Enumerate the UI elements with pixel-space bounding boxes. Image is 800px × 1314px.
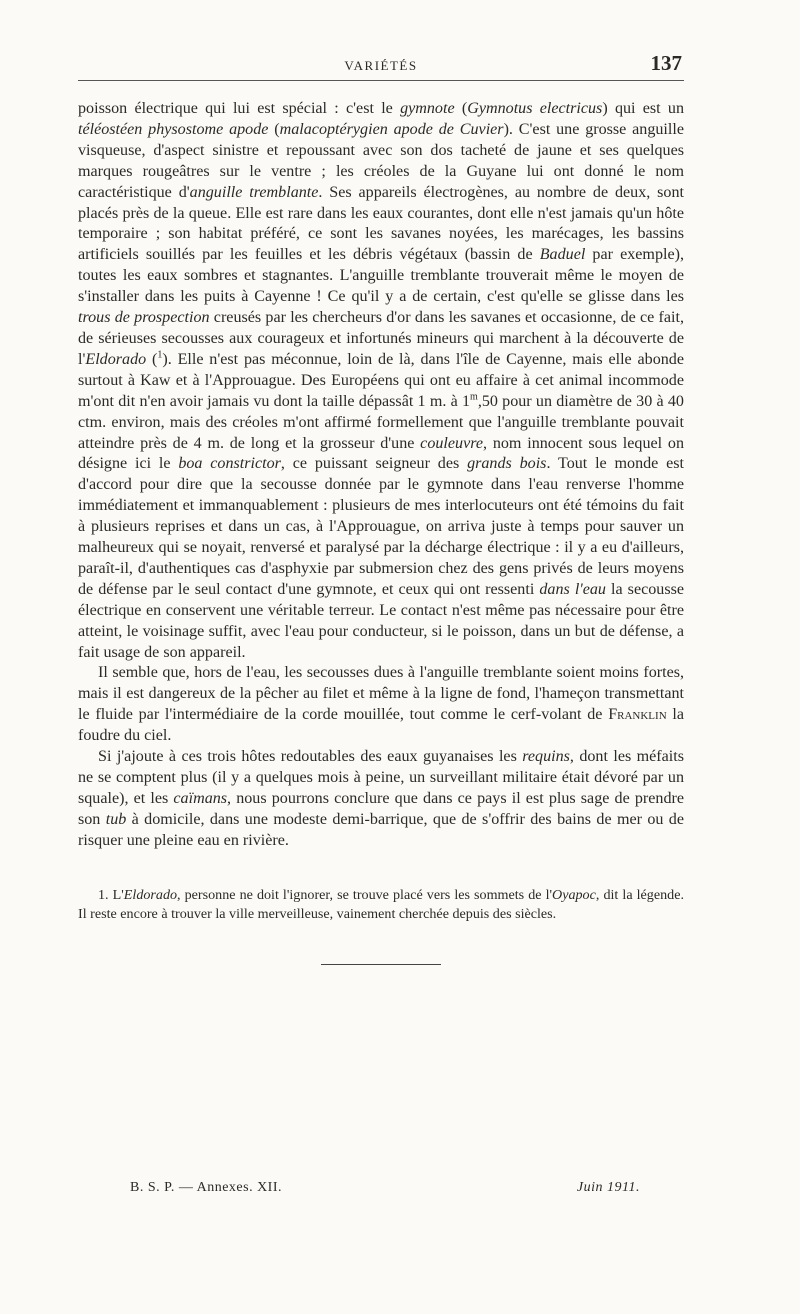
text-run: à domicile, dans une modeste demi-barrique, que de s'offrir des bains de mer ou de risquer une pleine eau en rivière. — [78, 810, 684, 849]
italic-run: caïmans — [173, 789, 228, 807]
footnote-ref: 1 — [157, 349, 163, 361]
text-run: la secousse électrique en conservent une véritable terreur. Le contact n'est même pas nécessaire pour être atteint, le voisinage suffit, avec l'eau pour conducteur, si le poisson, dans un but de défense, a fait usage de son appareil. — [78, 580, 684, 661]
unit-superscript: m — [470, 391, 478, 403]
italic-run: Eldorado — [123, 886, 178, 903]
text-run: , ce puissant seigneur des — [280, 455, 468, 473]
running-title: VARIÉTÉS — [344, 58, 418, 73]
italic-run: Oyapoc — [552, 886, 596, 903]
text-run: la foudre du ciel. — [78, 706, 684, 745]
footer-date: Juin 1911. — [576, 1180, 640, 1195]
italic-run: Gymnotus electricus — [467, 100, 603, 117]
italic-run: malacoptérygien apode de Cuvier — [279, 120, 504, 138]
paragraph-1 — [78, 99, 684, 663]
footnote — [78, 886, 684, 924]
text-run: , personne ne doit l'ignorer, se trouve placé vers les sommets de l' — [177, 886, 553, 903]
text-run: ( — [268, 120, 280, 138]
text-run: . Ses appareils électrogènes, au nombre de deux, sont placés près de la queue. Elle est rare dans les eaux courantes, dont elle n'est jamais qu'un hôte temporaire ; son habitat préféré, ce sont les savanes noyées, les marécages, les bassins artificiels souillés par les feuilles et les débris végétaux (bassin de — [78, 183, 684, 264]
italic-run: téléostéen physostome apode — [78, 120, 269, 138]
text-run: ). Elle n'est pas méconnue, loin de là, dans l'île de Cayenne, mais elle abonde surtout à Kaw et à l'Approuague. Des Européens qui ont eu affaire à cet animal incommode m'ont dit n'en avoir jamais vu dont la taille dépassât 1 m. à 1 — [78, 350, 684, 410]
running-header — [78, 50, 684, 81]
italic-run: gymnote — [400, 100, 455, 117]
text-run: ( — [454, 100, 468, 117]
text-run: par exemple), toutes les eaux sombres et stagnantes. L'anguille tremblante trouverait même le moyen de s'installer dans les puits à Cayenne ! Ce qu'il y a de certain, c'est qu'elle se glisse dans les — [78, 246, 684, 306]
italic-run: boa constrictor — [178, 455, 281, 473]
page — [78, 50, 684, 965]
page-number: 137 — [650, 51, 682, 75]
text-run: Si j'ajoute à ces trois hôtes redoutables des eaux guyanaises les — [98, 748, 523, 766]
italic-run: Baduel — [539, 246, 586, 264]
text-run: . Tout le monde est d'accord pour dire que la secousse donnée par le gymnote dans l'eau renverse l'homme immédiatement et immanquablement : plusieurs de mes interlocuteurs ont été témoins du fait à plusieurs reprises et dans un cas, à l'Approuague, on arriva juste à temps pour sauver un malheureux qui se noyait, renversé et paralysé par la décharge électrique : il y a eu d'ailleurs, paraît-il, d'authentiques cas d'asphyxie par submersion chez des gens privés de leurs moyens de défense par le seul contact d'une gymnote, et ceux qui ont ressenti — [78, 455, 685, 598]
italic-run: couleuvre — [420, 434, 484, 452]
text-run: ) qui est un — [602, 100, 684, 117]
text-run: L' — [112, 886, 124, 903]
italic-run: tub — [105, 810, 127, 828]
paragraph-2 — [78, 663, 684, 747]
paragraph-3 — [78, 747, 684, 852]
text-run: , dont les méfaits ne se comptent plus (il y a quelques mois à peine, un surveillant militaire était dévoré par un squale), et les — [78, 748, 684, 807]
small-caps-run: Franklin — [608, 706, 667, 724]
italic-run: requins — [522, 748, 570, 766]
text-run: Il semble que, hors de l'eau, les secousses dues à l'anguille tremblante soient moins fortes, mais il est dangereux de la pêcher au filet et même à la ligne de fond, l'hameçon transmettant le fluide par l'intermédiaire de la corde mouillée, tout comme le cerf-volant de — [78, 664, 684, 724]
body-text — [78, 99, 684, 852]
text-run: , dit la légende. Il reste encore à trouver la ville merveilleuse, vainement cherchée depuis des siècles. — [78, 886, 684, 922]
italic-run: anguille tremblante — [189, 183, 319, 201]
italic-run: trous de prospection — [78, 309, 210, 327]
text-run: ( — [146, 350, 158, 368]
text-run: , nom innocent sous lequel on désigne ici le — [78, 434, 684, 473]
footnote-number: 1. — [98, 886, 113, 903]
text-run: ). C'est une grosse anguille visqueuse, d'aspect sinistre et repoussant avec son dos tacheté de jaune et ses quelques marques rougeâtres sur le ventre ; les créoles de la Guyane lui ont donné le nom caractéristique d' — [78, 120, 684, 201]
section-divider — [321, 964, 441, 965]
italic-run: grands bois — [467, 455, 547, 473]
italic-run: Eldorado — [85, 350, 147, 368]
italic-run: dans l'eau — [539, 580, 606, 598]
text-run: , nous pourrons conclure que dans ce pays il est plus sage de prendre son — [78, 789, 684, 828]
footer-publication: B. S. P. — Annexes. XII. — [130, 1180, 283, 1195]
text-run: poisson électrique qui lui est spécial : c'est le — [78, 100, 401, 117]
text-run: ,50 pour un diamètre de 30 à 40 ctm. environ, mais des créoles m'ont affirmé formellement que l'anguille tremblante pouvait atteindre près de 4 m. de long et la grosseur d'une — [78, 392, 684, 452]
text-run: creusés par les chercheurs d'or dans les savanes et occasionne, de ce fait, de sérieuses secousses aux courageux et infortunés mineurs qui marchent à la découverte de l' — [78, 309, 684, 368]
